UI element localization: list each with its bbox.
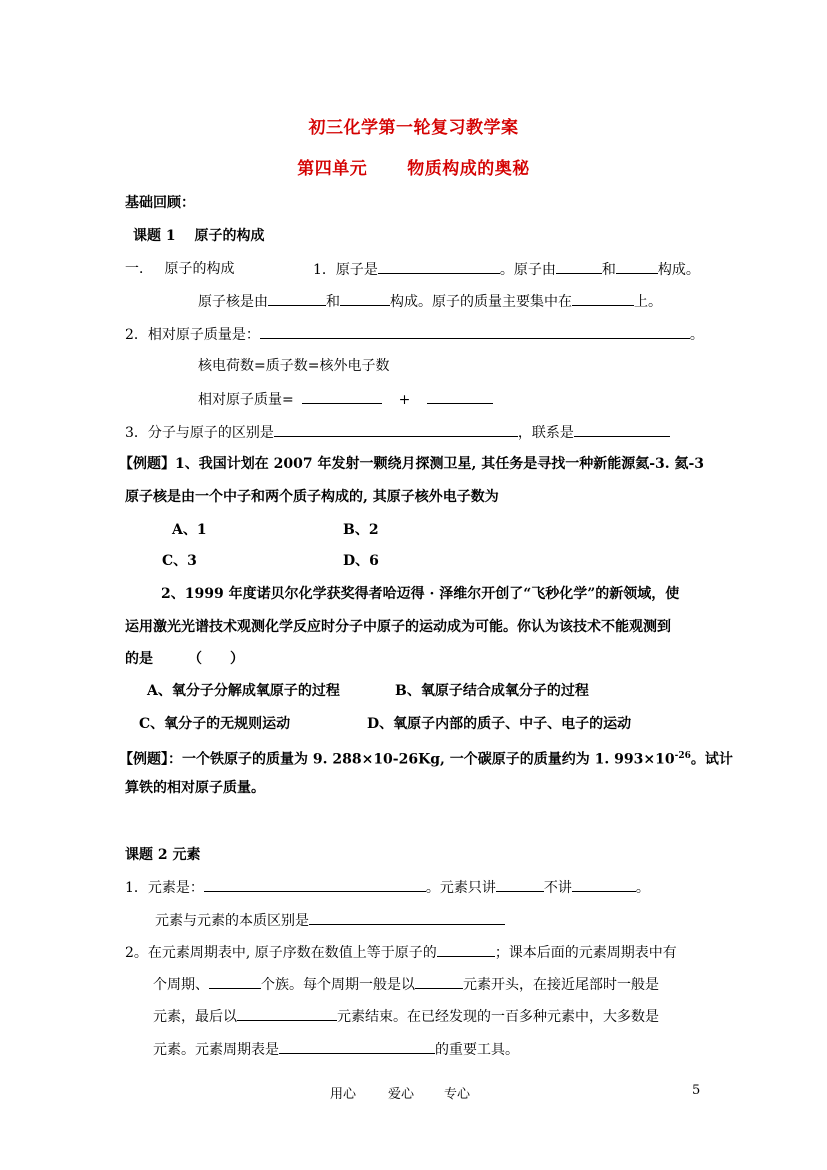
q1-line2-text-a: 原子核是由 xyxy=(198,294,268,310)
option-b: B、氧原子结合成氧分子的过程 xyxy=(395,683,589,699)
topic2-q1-text-a: 1．元素是： xyxy=(125,880,204,896)
example2-text-b: 。试计 xyxy=(690,751,733,768)
blank-field[interactable] xyxy=(302,389,382,404)
example2-line1 xyxy=(119,746,733,770)
plus-sign: + xyxy=(398,392,411,408)
example1-line1 xyxy=(119,454,704,474)
example1-text: 1、我国计划在 2007 年发射一颗绕月探测卫星, 其任务是寻找一种新能源氦-3. 氦-3 xyxy=(175,456,705,472)
unit-subtitle: 物质构成的奥秘 xyxy=(407,159,530,179)
topic2-q2-line2-text-a: 个周期、 xyxy=(153,977,209,993)
q1-line2-text-b: 和 xyxy=(326,294,340,310)
option-d: D、氧原子内部的质子、中子、电子的运动 xyxy=(367,716,632,732)
example-label: 【例题】 xyxy=(119,751,168,768)
topic2-q2-line4-text-b: 的重要工具。 xyxy=(435,1042,519,1058)
option-c: C、氧分子的无规则运动 xyxy=(139,716,291,732)
q1-line2-text-d: 上。 xyxy=(634,294,662,310)
footer-middle: 爱心 xyxy=(388,1087,415,1102)
example2-text-a: ：一个铁原子的质量为 9. 288×10-26Kg, 一个碳原子的质量约为 1. 993×10 xyxy=(168,751,675,768)
option-a: A、1 xyxy=(172,522,207,538)
topic2-heading: 课题 2 元素 xyxy=(125,847,201,863)
q2-line1 xyxy=(125,324,704,345)
topic2-q1-line2-text: 元素与元素的本质区别是 xyxy=(155,913,309,929)
footer-right: 专心 xyxy=(444,1087,471,1102)
topic2-q2-line3-text-a: 元素，最后以 xyxy=(153,1009,237,1025)
blank-field[interactable] xyxy=(309,910,505,925)
blank-field[interactable] xyxy=(437,942,495,957)
topic2-q1-text-d: 。 xyxy=(635,880,650,896)
topic2-q2-text-a: 2。在元素周期表中, 原子序数在数值上等于原子的 xyxy=(125,945,437,961)
topic2-q2-line2-text-b: 个族。每个周期一般是以 xyxy=(261,977,415,993)
blank-field[interactable] xyxy=(209,974,261,989)
q1-text-d: 构成。 xyxy=(657,262,700,278)
q1-line2 xyxy=(198,291,662,312)
topic2-q2-line4-text-a: 元素。元素周期表是 xyxy=(153,1042,279,1058)
example1-line2: 原子核是由一个中子和两个质子构成的, 其原子核外电子数为 xyxy=(125,489,499,505)
topic2-q2-line2-text-c: 元素开头，在接近尾部时一般是 xyxy=(463,977,659,993)
q3-text-b: ，联系是 xyxy=(517,425,574,441)
blank-field[interactable] xyxy=(572,291,634,306)
exponent: -26 xyxy=(674,751,691,761)
topic2-q1-line2 xyxy=(155,910,505,931)
q1-line1-blanks xyxy=(313,259,700,280)
q1-prefix: 一． 原子的构成 xyxy=(125,261,235,277)
page-title: 初三化学第一轮复习教学案 xyxy=(308,118,519,138)
blank-field[interactable] xyxy=(204,877,426,892)
example1-q2-line1: 2、1999 年度诺贝尔化学获奖得者哈迈得 · 泽维尔开创了“飞秒化学”的新领域，使 xyxy=(161,586,680,602)
topic2-q2-line4 xyxy=(153,1039,519,1060)
option-d: D、6 xyxy=(343,553,379,569)
blank-field[interactable] xyxy=(574,422,670,437)
topic2-q2-line2 xyxy=(153,974,659,995)
unit-title xyxy=(0,154,827,179)
blank-field[interactable] xyxy=(616,259,658,274)
q2-line2: 核电荷数=质子数=核外电子数 xyxy=(198,358,390,374)
q2-text-a: 2．相对原子质量是： xyxy=(125,327,260,343)
blank-field[interactable] xyxy=(274,422,518,437)
q2-text-b: 。 xyxy=(689,327,704,343)
q1-text-a: 1．原子是 xyxy=(313,262,378,278)
blank-field[interactable] xyxy=(279,1039,435,1054)
topic2-q2-text-b: ；课本后面的元素周期表中有 xyxy=(494,945,677,961)
blank-field[interactable] xyxy=(268,291,326,306)
q1-text-c: 和 xyxy=(601,262,616,278)
blank-field[interactable] xyxy=(237,1006,337,1021)
blank-field[interactable] xyxy=(496,877,544,892)
option-a: A、氧分子分解成氧原子的过程 xyxy=(147,683,340,699)
topic2-q2-line1 xyxy=(125,942,677,963)
example-label: 【例题】 xyxy=(119,456,175,472)
topic2-q1-text-c: 不讲 xyxy=(543,880,572,896)
blank-field[interactable] xyxy=(556,259,602,274)
topic2-q2-line3 xyxy=(153,1006,659,1027)
q1-text-b: 。原子由 xyxy=(499,262,556,278)
blank-field[interactable] xyxy=(260,324,690,339)
topic2-q1-line1 xyxy=(125,877,650,898)
q3-text-a: 3．分子与原子的区别是 xyxy=(125,425,274,441)
q1-line1 xyxy=(125,259,234,279)
example1-q2-line3: 的是 （ ） xyxy=(125,651,244,667)
example1-q2-line2: 运用激光光谱技术观测化学反应时分子中原子的运动成为可能。你认为该技术不能观测到 xyxy=(125,619,671,635)
q3-line xyxy=(125,422,670,443)
blank-field[interactable] xyxy=(427,389,493,404)
blank-field[interactable] xyxy=(415,974,463,989)
footer-left: 用心 xyxy=(330,1087,357,1102)
option-b: B、2 xyxy=(343,522,379,538)
topic2-q1-text-b: 。元素只讲 xyxy=(425,880,496,896)
review-heading: 基础回顾： xyxy=(125,195,195,211)
q1-line2-text-c: 构成。原子的质量主要集中在 xyxy=(390,294,572,310)
blank-field[interactable] xyxy=(340,291,390,306)
option-c: C、3 xyxy=(162,553,197,569)
page-number: 5 xyxy=(692,1083,701,1098)
topic2-q2-line3-text-b: 元素结束。在已经发现的一百多种元素中，大多数是 xyxy=(337,1009,659,1025)
topic1-heading: 课题 1 原子的构成 xyxy=(133,228,265,244)
unit-number: 第四单元 xyxy=(297,159,368,179)
blank-field[interactable] xyxy=(572,877,636,892)
q2-line3 xyxy=(198,389,493,410)
q2-line3-text-a: 相对原子质量= xyxy=(198,392,294,408)
blank-field[interactable] xyxy=(378,259,500,274)
example2-line2: 算铁的相对原子质量。 xyxy=(125,780,265,796)
